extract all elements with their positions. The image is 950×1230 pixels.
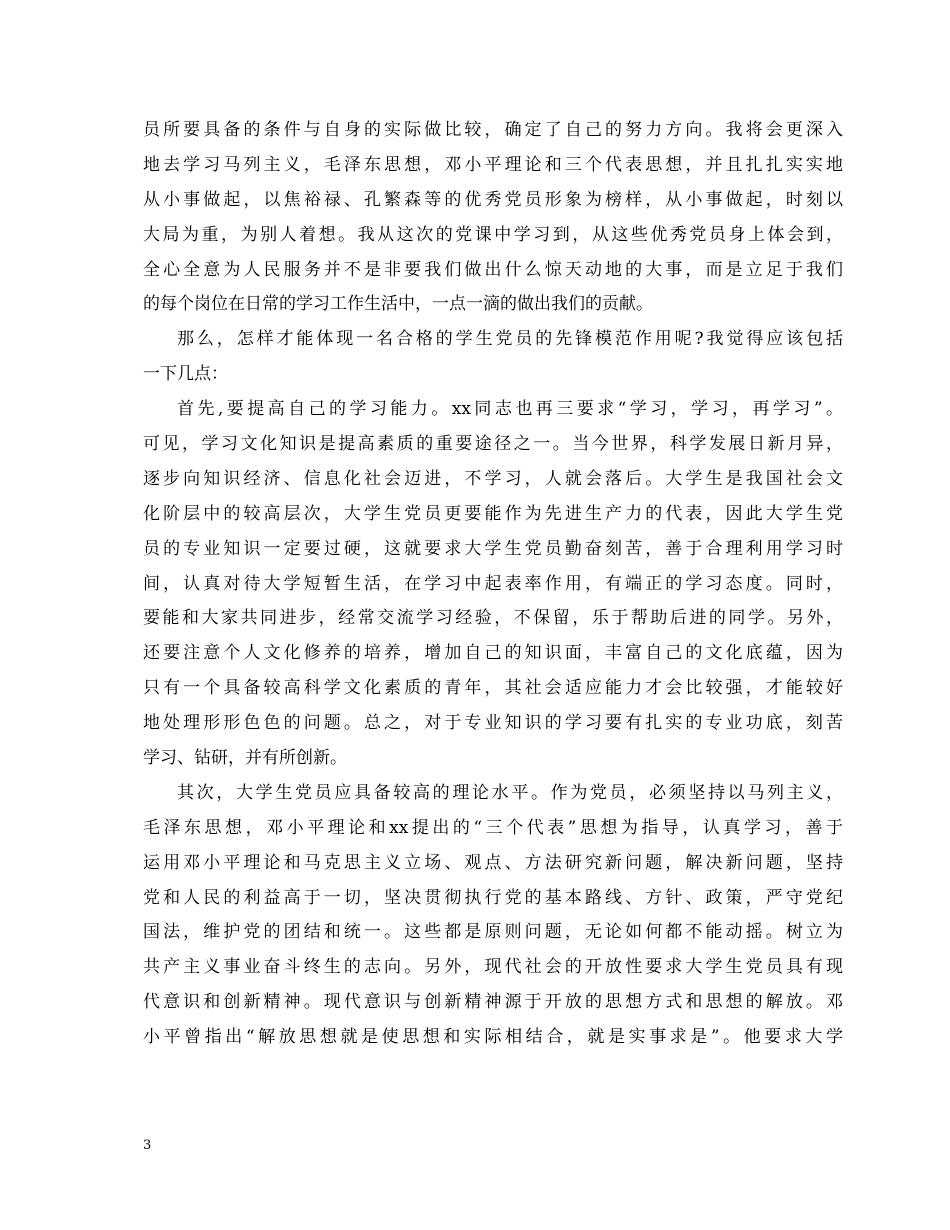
paragraph — [143, 392, 843, 776]
text-line: 毛泽东思想，邓小平理论和xx提出的“三个代表”思想为指导，认真学习，善于 — [143, 817, 843, 838]
text-line: 地处理形形色色的问题。总之，对于专业知识的学习要有扎实的专业功底，刻苦 — [143, 713, 843, 734]
paragraph — [143, 113, 843, 322]
paragraph — [143, 776, 843, 1055]
text-line: 其次，大学生党员应具备较高的理论水平。作为党员，必须坚持以马列主义， — [177, 782, 843, 803]
text-line: 学习、钻研，并有所创新。 — [143, 748, 347, 769]
text-line: 员所要具备的条件与自身的实际做比较，确定了自己的努力方向。我将会更深入 — [143, 120, 843, 140]
text-line: 的每个岗位在日常的学习工作生活中，一点一滴的做出我们的贡献。 — [143, 294, 653, 315]
paragraph — [143, 322, 843, 392]
text-line: 大局为重，为别人着想。我从这次的党课中学习到，从这些优秀党员身上体会到， — [143, 224, 843, 245]
text-line: 小平曾指出“解放思想就是使思想和实际相结合，就是实事求是”。他要求大学 — [143, 1027, 843, 1048]
text-line: 国法，维护党的团结和统一。这些都是原则问题，无论如何都不能动摇。树立为 — [143, 922, 843, 943]
text-line: 从小事做起，以焦裕禄、孔繁森等的优秀党员形象为榜样，从小事做起，时刻以 — [143, 189, 843, 210]
text-line: 还要注意个人文化修养的培养，增加自己的知识面，丰富自己的文化底蕴，因为 — [143, 643, 843, 664]
text-line: 党和人民的利益高于一切，坚决贯彻执行党的基本路线、方针、政策，严守党纪 — [143, 887, 843, 908]
text-line: 代意识和创新精神。现代意识与创新精神源于开放的思想方式和思想的解放。邓 — [143, 992, 843, 1013]
text-line: 逐步向知识经济、信息化社会迈进，不学习，人就会落后。大学生是我国社会文 — [143, 468, 843, 489]
page-number: 3 — [143, 1138, 152, 1153]
text-line: 首先,要提高自己的学习能力。xx同志也再三要求“学习，学习，再学习”。 — [177, 399, 843, 420]
text-line: 间，认真对待大学短暂生活，在学习中起表率作用，有端正的学习态度。同时， — [143, 573, 843, 594]
text-line: 要能和大家共同进步，经常交流学习经验，不保留，乐于帮助后进的同学。另外， — [143, 608, 843, 629]
text-line: 员的专业知识一定要过硬，这就要求大学生党员勤奋刻苦，善于合理利用学习时 — [143, 538, 843, 559]
text-line: 化阶层中的较高层次，大学生党员更要能作为先进生产力的代表，因此大学生党 — [143, 503, 843, 524]
text-line: 运用邓小平理论和马克思主义立场、观点、方法研究新问题，解决新问题，坚持 — [143, 852, 843, 873]
text-line: 那么，怎样才能体现一名合格的学生党员的先锋模范作用呢?我觉得应该包括 — [177, 329, 843, 350]
text-line: 地去学习马列主义，毛泽东思想，邓小平理论和三个代表思想，并且扎扎实实地 — [143, 154, 843, 175]
text-line: 可见，学习文化知识是提高素质的重要途径之一。当今世界，科学发展日新月异， — [143, 434, 843, 455]
text-line: 只有一个具备较高科学文化素质的青年，其社会适应能力才会比较强，才能较好 — [143, 678, 843, 699]
text-line: 全心全意为人民服务并不是非要我们做出什么惊天动地的大事，而是立足于我们 — [143, 259, 843, 280]
text-line: 共产主义事业奋斗终生的志向。另外，现代社会的开放性要求大学生党员具有现 — [143, 957, 843, 978]
body-text — [143, 113, 843, 1055]
text-line: 一下几点： — [143, 364, 228, 385]
